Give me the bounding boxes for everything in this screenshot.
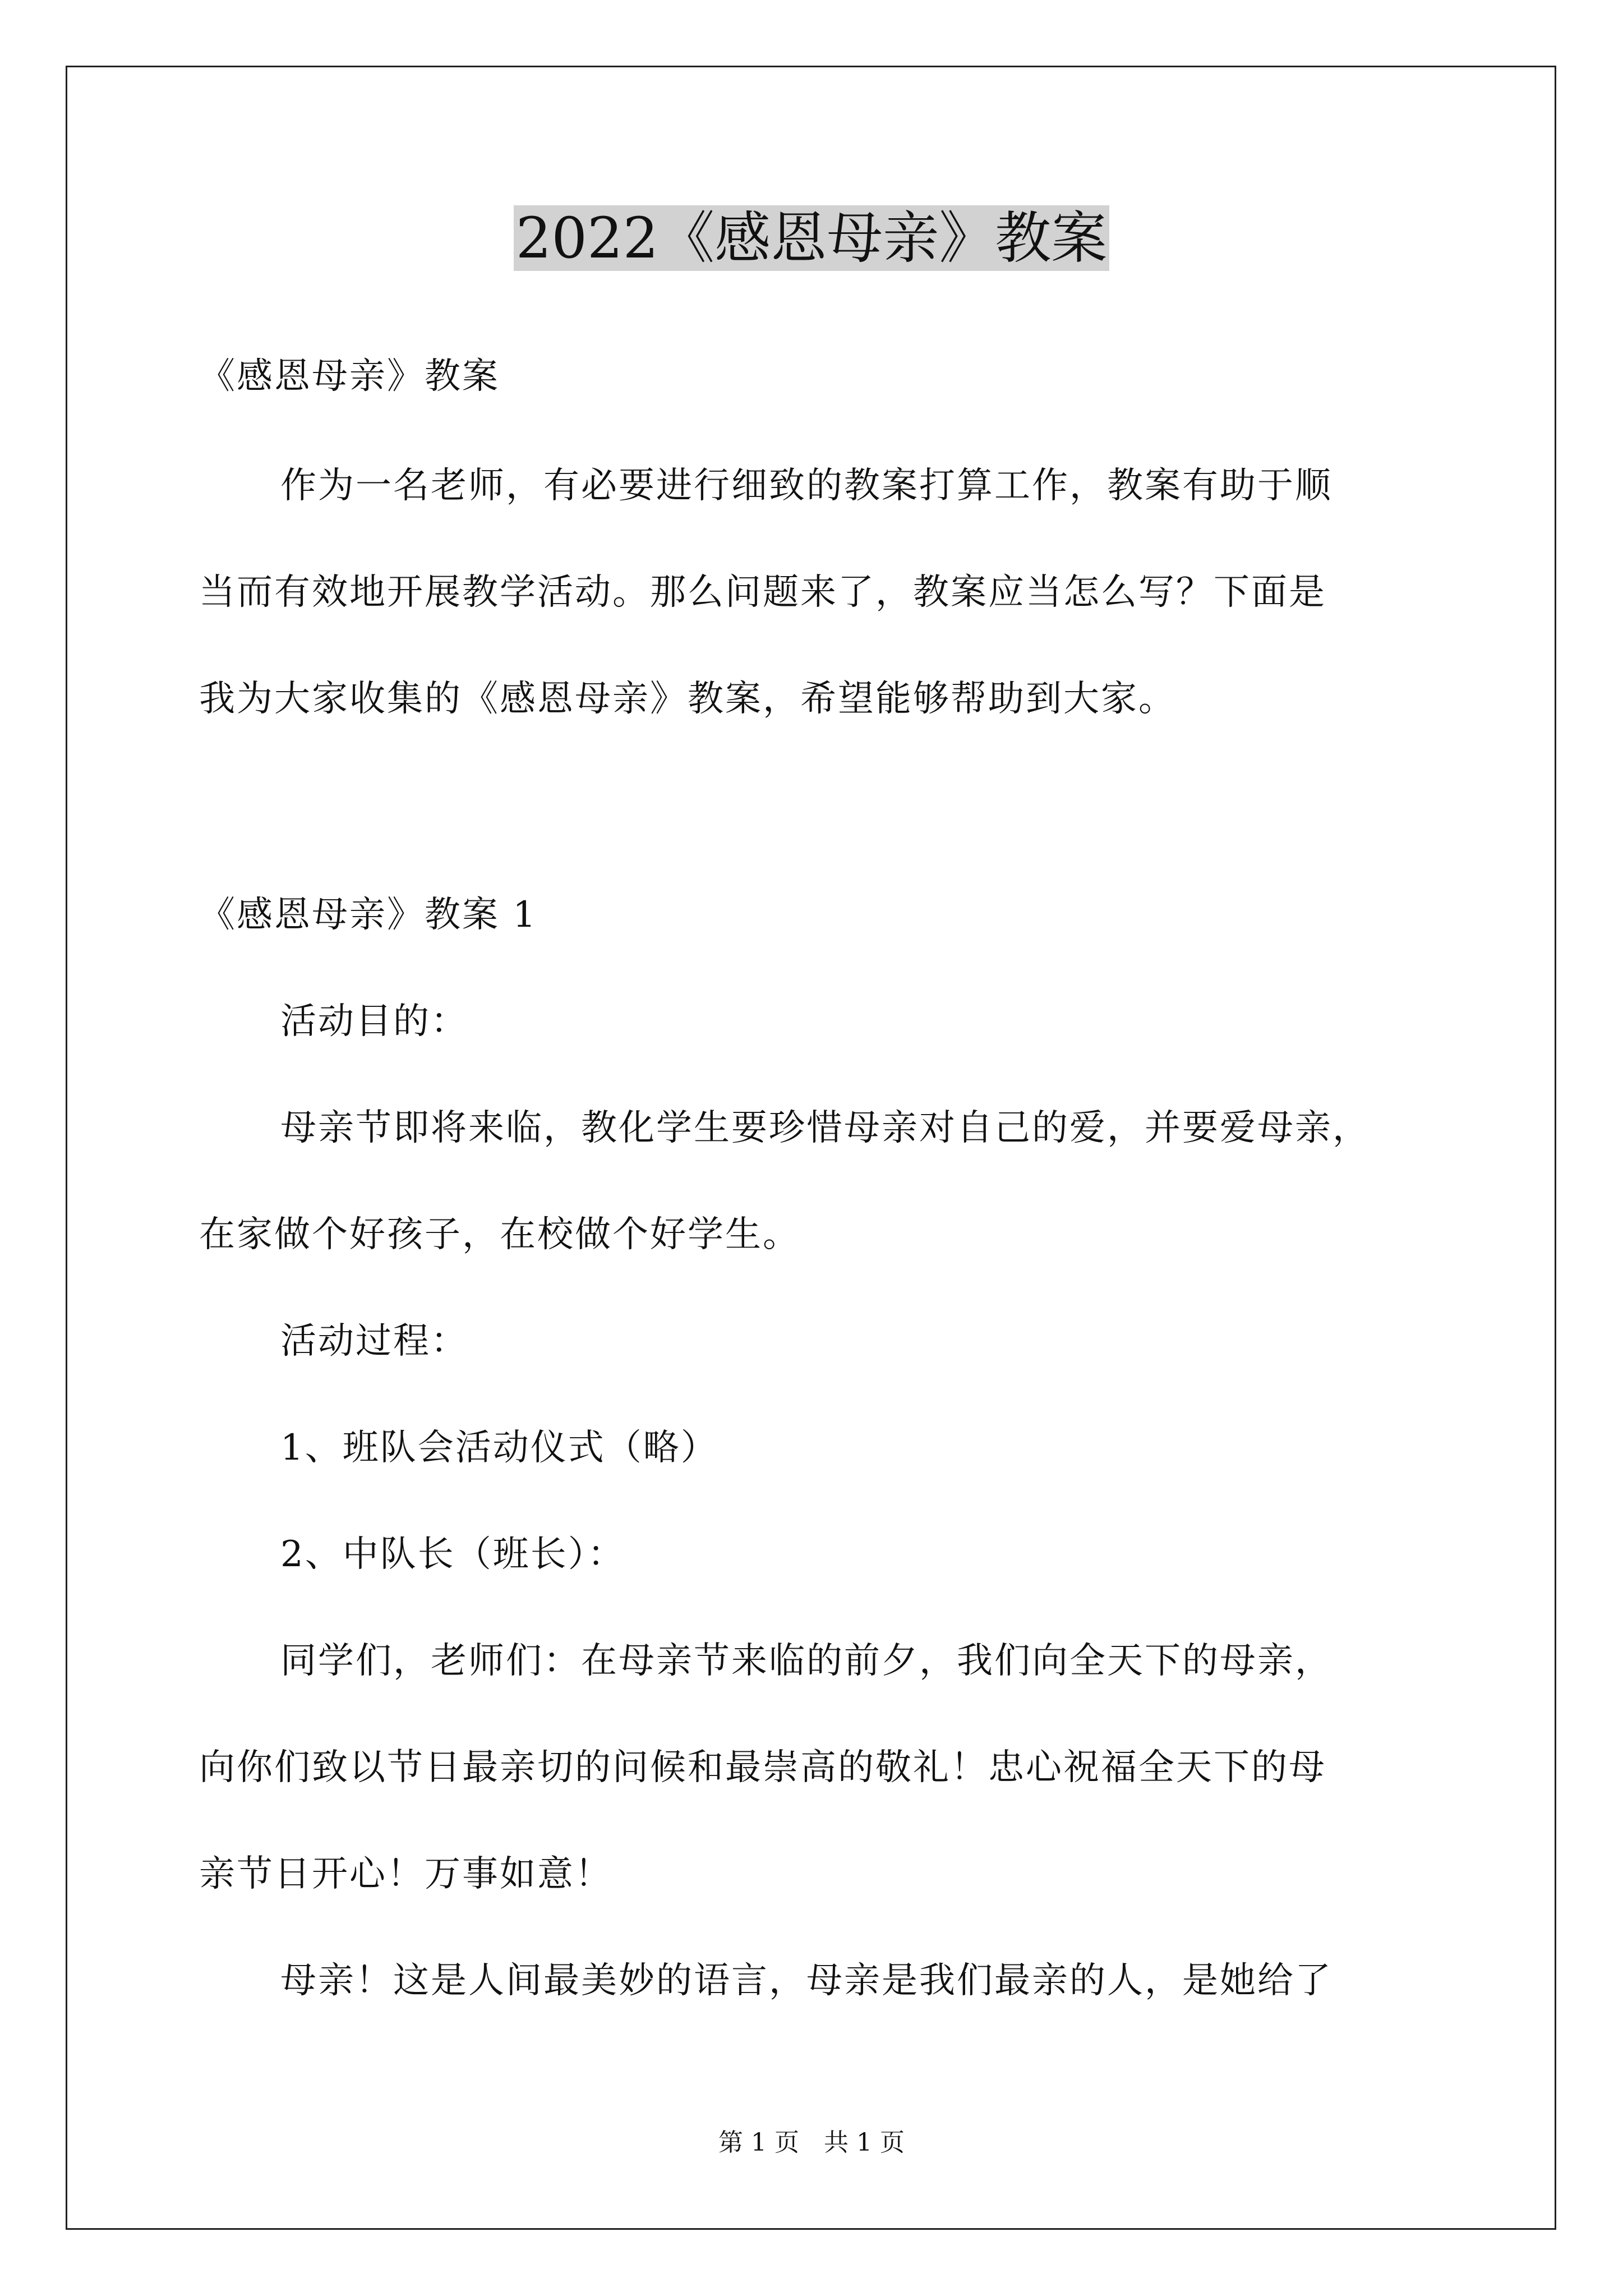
document-title-text: 2022《感恩母亲》教案	[514, 205, 1110, 271]
intro-line-1: 作为一名老师，有必要进行细致的教案打算工作，教案有助于顺	[280, 465, 1332, 507]
speech-line-1: 同学们，老师们：在母亲节来临的前夕，我们向全天下的母亲，	[280, 1640, 1332, 1682]
step-2: 2、中队长（班长）：	[280, 1534, 625, 1575]
section-heading: 《感恩母亲》教案 1	[199, 894, 538, 936]
intro-line-2: 当而有效地开展教学活动。那么问题来了，教案应当怎么写？下面是	[199, 572, 1326, 613]
purpose-label: 活动目的：	[280, 1001, 468, 1042]
last-line: 母亲！这是人间最美妙的语言，母亲是我们最亲的人，是她给了	[280, 1960, 1332, 2001]
document-title	[0, 199, 1623, 278]
speech-line-3: 亲节日开心！万事如意！	[199, 1853, 612, 1895]
purpose-line-1: 母亲节即将来临，教化学生要珍惜母亲对自己的爱，并要爱母亲，	[280, 1107, 1370, 1149]
process-label: 活动过程：	[280, 1320, 468, 1362]
page-footer: 第 1 页 共 1 页	[718, 2128, 905, 2157]
purpose-line-2: 在家做个好孩子，在校做个好学生。	[199, 1214, 800, 1255]
step-1: 1、班队会活动仪式（略）	[280, 1427, 718, 1469]
intro-line-3: 我为大家收集的《感恩母亲》教案，希望能够帮助到大家。	[199, 678, 1176, 720]
speech-line-2: 向你们致以节日最亲切的问候和最崇高的敬礼！忠心祝福全天下的母	[199, 1747, 1326, 1788]
subtitle: 《感恩母亲》教案	[199, 356, 500, 397]
